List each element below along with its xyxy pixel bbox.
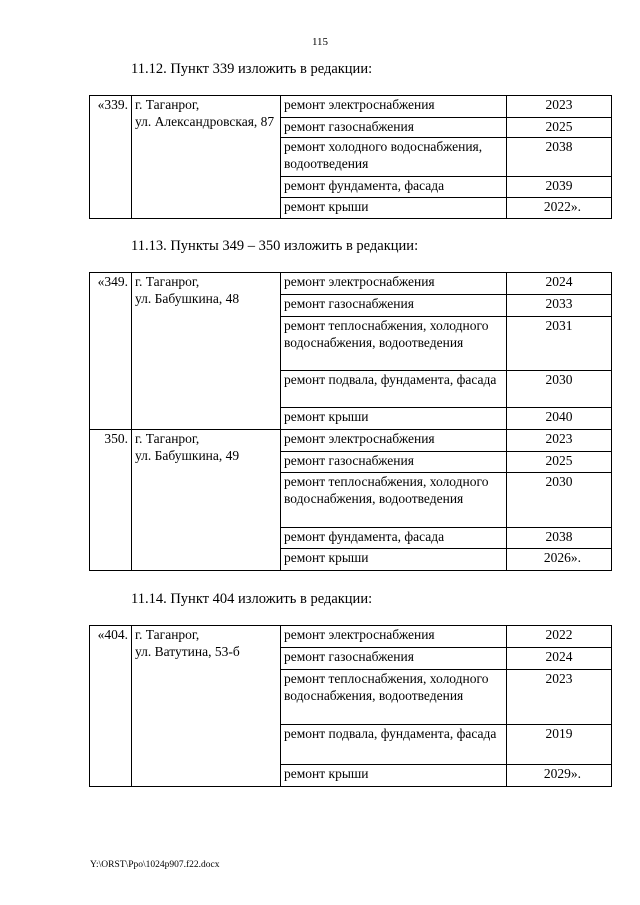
work-type: ремонт подвала, фундамента, фасада [281, 725, 507, 765]
work-type: ремонт газоснабжения [281, 118, 507, 138]
work-year: 2023 [507, 430, 612, 452]
table-item-404 [89, 625, 612, 787]
work-year: 2025 [507, 452, 612, 473]
item-number: 350. [90, 430, 132, 571]
section-heading-11-14: 11.14. Пункт 404 изложить в редакции: [131, 591, 373, 607]
work-year: 2038 [507, 138, 612, 177]
address-cell [132, 430, 281, 571]
work-type: ремонт крыши [281, 765, 507, 787]
work-type: ремонт газоснабжения [281, 295, 507, 317]
address-city: г. Таганрог, [135, 97, 200, 112]
work-type: ремонт газоснабжения [281, 648, 507, 670]
work-type: ремонт теплоснабжения, холодного водоснабжения, водоотведения [281, 670, 507, 725]
address-street: ул. Бабушкина, 49 [135, 448, 240, 463]
address-street: ул. Бабушкина, 48 [135, 291, 240, 306]
section-heading-11-12: 11.12. Пункт 339 изложить в редакции: [131, 61, 373, 77]
item-number: «349. [90, 273, 132, 430]
work-year: 2019 [507, 725, 612, 765]
work-type: ремонт электроснабжения [281, 96, 507, 118]
work-type: ремонт электроснабжения [281, 430, 507, 452]
work-year: 2024 [507, 273, 612, 295]
work-year: 2023 [507, 670, 612, 725]
work-year: 2024 [507, 648, 612, 670]
work-year: 2040 [507, 408, 612, 430]
item-number: «339. [90, 96, 132, 219]
work-year: 2038 [507, 528, 612, 549]
work-type: ремонт крыши [281, 408, 507, 430]
work-year: 2025 [507, 118, 612, 138]
work-year: 2022 [507, 626, 612, 648]
work-type: ремонт электроснабжения [281, 626, 507, 648]
work-type: ремонт холодного водоснабжения, водоотведения [281, 138, 507, 177]
work-type: ремонт крыши [281, 549, 507, 571]
file-path-footer: Y:\ORST\Ppo\1024p907.f22.docx [90, 860, 220, 870]
work-type: ремонт газоснабжения [281, 452, 507, 473]
address-cell [132, 626, 281, 787]
work-type: ремонт фундамента, фасада [281, 177, 507, 198]
section-heading-11-13: 11.13. Пункты 349 – 350 изложить в редакции: [131, 238, 419, 254]
table-item-339 [89, 95, 612, 219]
work-type: ремонт электроснабжения [281, 273, 507, 295]
address-cell [132, 96, 281, 219]
address-street: ул. Ватутина, 53-б [135, 644, 240, 659]
work-year: 2026». [507, 549, 612, 571]
work-type: ремонт крыши [281, 198, 507, 219]
work-year: 2030 [507, 473, 612, 528]
work-type: ремонт фундамента, фасада [281, 528, 507, 549]
item-number: «404. [90, 626, 132, 787]
work-year: 2022». [507, 198, 612, 219]
table-row [90, 96, 612, 118]
address-city: г. Таганрог, [135, 431, 200, 446]
work-year: 2031 [507, 317, 612, 371]
table-row [90, 273, 612, 295]
work-type: ремонт теплоснабжения, холодного водоснабжения, водоотведения [281, 473, 507, 528]
table-row [90, 430, 612, 452]
work-year: 2030 [507, 371, 612, 408]
table-row [90, 626, 612, 648]
work-type: ремонт подвала, фундамента, фасада [281, 371, 507, 408]
work-year: 2023 [507, 96, 612, 118]
address-city: г. Таганрог, [135, 627, 200, 642]
work-type: ремонт теплоснабжения, холодного водоснабжения, водоотведения [281, 317, 507, 371]
address-cell [132, 273, 281, 430]
address-city: г. Таганрог, [135, 274, 200, 289]
table-items-349-350 [89, 272, 612, 571]
address-street: ул. Александровская, 87 [135, 114, 275, 129]
page-number: 115 [311, 36, 329, 48]
work-year: 2029». [507, 765, 612, 787]
work-year: 2033 [507, 295, 612, 317]
work-year: 2039 [507, 177, 612, 198]
